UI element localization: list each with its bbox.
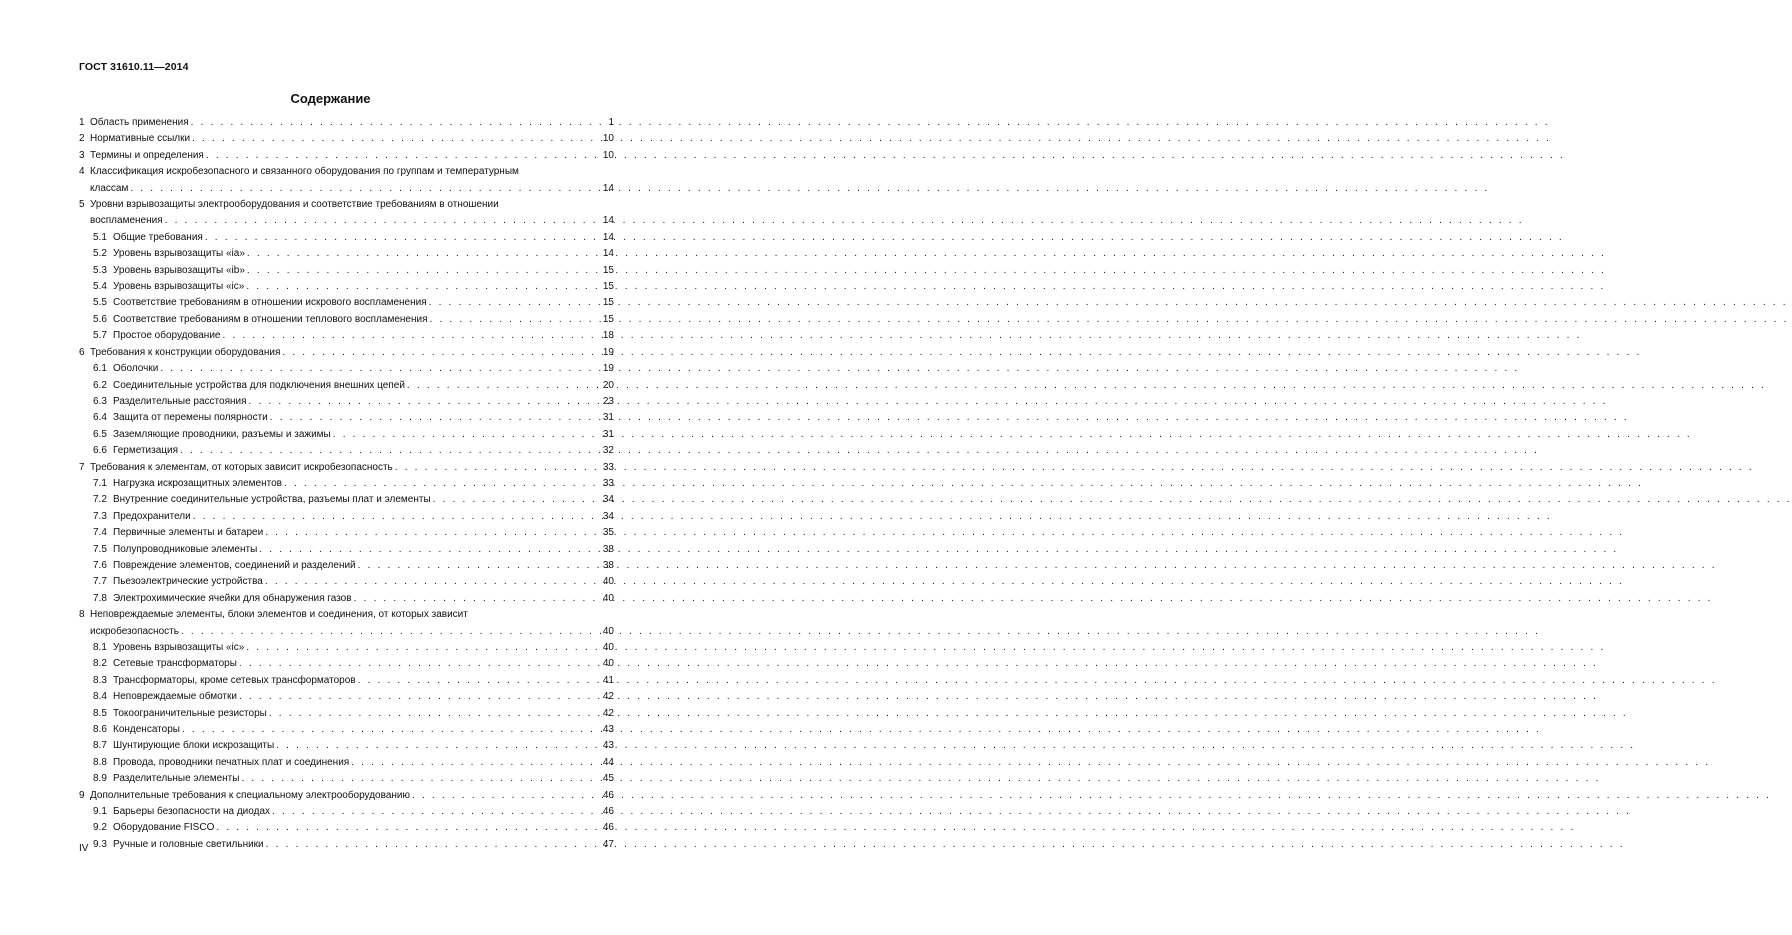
toc-entry[interactable] (79, 788, 614, 804)
toc-entry-number: 7.1 (93, 477, 107, 489)
leader-dots (247, 263, 601, 279)
table-of-contents (79, 115, 614, 853)
toc-entry-page: 35 (602, 527, 614, 539)
leader-dots (282, 345, 601, 361)
leader-dots (395, 460, 601, 476)
toc-entry-page: 40 (602, 592, 614, 604)
toc-entry[interactable] (79, 820, 614, 836)
toc-entry-title: Провода, проводники печатных плат и соединения (113, 756, 350, 768)
toc-entry-page: 15 (602, 313, 614, 325)
toc-entry-title: Оборудование FISCO (113, 822, 215, 834)
toc-entry-number: 8.6 (93, 724, 107, 736)
toc-entry[interactable] (79, 476, 614, 492)
toc-entry-number: 6.3 (93, 395, 107, 407)
toc-entry-page: 10 (602, 133, 614, 145)
toc-entry-title: Ручные и головные светильники (113, 838, 264, 850)
toc-entry-title: Барьеры безопасности на диодах (113, 806, 271, 818)
toc-entry-title: Классификация искробезопасного и связанного оборудования по группам и температурным (90, 166, 519, 178)
leader-dots (249, 394, 601, 410)
standard-code: ГОСТ 31610.11—2014 (79, 61, 189, 73)
toc-entry[interactable] (79, 656, 614, 672)
toc-entry-page: 40 (602, 642, 614, 653)
toc-entry[interactable] (79, 295, 614, 311)
toc-entry-number: 7.3 (93, 510, 107, 522)
toc-entry[interactable] (79, 345, 614, 361)
toc-entry-page: 33 (602, 477, 614, 489)
toc-entry-title: Уровень взрывозащиты «ia» (113, 248, 245, 260)
toc-entry-number: 7.2 (93, 494, 107, 506)
toc-entry-number: 6.4 (93, 412, 107, 424)
toc-entry-number: 9.3 (93, 838, 107, 850)
toc-entry-number: 8.7 (93, 740, 107, 752)
toc-entry-page: 42 (602, 691, 614, 703)
toc-entry[interactable] (79, 328, 614, 344)
toc-entry[interactable] (79, 755, 614, 771)
toc-entry-title: Токоограничительные резисторы (113, 707, 267, 719)
toc-entry-page: 32 (602, 445, 614, 457)
toc-entry[interactable] (79, 607, 614, 640)
toc-entry-title: Уровни взрывозащиты электрооборудования и соответствие требованиям в отношении (90, 199, 499, 211)
toc-entry[interactable] (79, 394, 614, 410)
toc-entry-number: 7.6 (93, 559, 107, 571)
toc-entry-title: классам (90, 182, 129, 194)
toc-entry-page: 1 (608, 117, 614, 128)
toc-entry[interactable] (79, 361, 614, 377)
leader-dots (193, 509, 601, 525)
toc-entry-number: 5.7 (93, 330, 107, 342)
toc-entry-page: 15 (602, 297, 614, 309)
toc-entry-title: Общие требования (113, 231, 203, 243)
leader-dots (239, 656, 601, 672)
toc-entry-title: Пьезоэлектрические устройства (113, 576, 263, 588)
leader-dots (358, 673, 601, 689)
leader-dots (160, 361, 601, 377)
leader-dots (246, 279, 601, 295)
toc-entry[interactable] (79, 492, 614, 508)
leader-dots (165, 213, 601, 229)
toc-entry-page: 42 (602, 707, 614, 719)
leader-dots (407, 378, 601, 394)
leader-dots (284, 476, 601, 492)
toc-entry-page: 38 (602, 559, 614, 571)
toc-entry-number: 8.3 (93, 674, 107, 686)
toc-entry-number: 5.5 (93, 297, 107, 309)
leader-dots (265, 525, 601, 541)
toc-entry-page: 43 (602, 740, 614, 752)
toc-entry-title: Шунтирующие блоки искрозащиты (113, 740, 275, 752)
toc-entry-title: Дополнительные требования к специальному электрооборудованию (90, 789, 410, 801)
toc-entry[interactable] (79, 673, 614, 689)
toc-entry-page: 40 (602, 625, 614, 637)
toc-entry-title: Неповреждаемые элементы, блоки элементов и соединения, от которых зависит (90, 609, 468, 621)
toc-title: Содержание (290, 91, 371, 106)
toc-entry-page: 14 (602, 231, 614, 243)
toc-entry-page: 33 (602, 461, 614, 473)
toc-entry-number: 7.5 (93, 543, 107, 555)
toc-entry-number: 3 (79, 149, 85, 161)
toc-entry[interactable] (79, 640, 614, 656)
toc-entry-page: 38 (602, 543, 614, 555)
leader-dots (354, 591, 601, 607)
toc-entry-number: 5.3 (93, 264, 107, 276)
toc-entry-number: 5.4 (93, 281, 107, 293)
toc-entry[interactable] (79, 738, 614, 754)
toc-entry-page: 31 (602, 428, 614, 440)
toc-entry[interactable] (79, 230, 614, 246)
toc-entry-number: 7 (79, 461, 85, 473)
toc-entry-number: 7.8 (93, 592, 107, 604)
toc-entry-number: 8.5 (93, 707, 107, 719)
toc-entry-title: Конденсаторы (113, 724, 180, 736)
toc-entry-number: 6.2 (93, 379, 107, 391)
toc-entry-page: 15 (602, 264, 614, 276)
toc-entry-page: 41 (602, 674, 614, 686)
leader-dots (272, 804, 601, 820)
toc-entry-page: 18 (602, 330, 614, 342)
toc-entry-title: Область применения (90, 117, 189, 128)
toc-entry-title: Сетевые трансформаторы (113, 658, 237, 670)
toc-entry-title: Соответствие требованиям в отношении теплового воспламенения (113, 313, 428, 325)
toc-entry-number: 8.4 (93, 691, 107, 703)
toc-entry-title: Защита от перемены полярности (113, 412, 268, 424)
toc-entry[interactable] (79, 509, 614, 525)
toc-entry[interactable] (79, 771, 614, 787)
toc-entry-title: Оболочки (113, 363, 159, 375)
toc-entry-title: Соединительные устройства для подключения внешних цепей (113, 379, 405, 391)
toc-entry-page: 19 (602, 363, 614, 375)
toc-entry[interactable] (79, 164, 614, 197)
toc-entry-title: Заземляющие проводники, разъемы и зажимы (113, 428, 331, 440)
toc-entry-title: Предохранители (113, 510, 191, 522)
toc-entry[interactable] (79, 542, 614, 558)
toc-entry-title: Соответствие требованиям в отношении искрового воспламенения (113, 297, 427, 309)
toc-entry[interactable] (79, 378, 614, 394)
toc-entry-number: 5 (79, 199, 85, 211)
leader-dots (259, 542, 601, 558)
toc-entry[interactable] (79, 706, 614, 722)
toc-entry-title: Разделительные расстояния (113, 395, 247, 407)
toc-entry[interactable] (79, 279, 614, 295)
leader-dots (270, 410, 601, 426)
toc-entry[interactable] (79, 131, 614, 147)
toc-entry-number: 8.9 (93, 773, 107, 785)
leader-dots (266, 837, 601, 853)
toc-entry-number: 9 (79, 789, 85, 801)
toc-entry[interactable] (79, 427, 614, 443)
toc-entry-page: 14 (602, 215, 614, 227)
toc-entry-number: 5.2 (93, 248, 107, 260)
leader-dots (430, 312, 601, 328)
toc-entry-title: Разделительные элементы (113, 773, 240, 785)
toc-entry-title: Трансформаторы, кроме сетевых трансформаторов (113, 674, 356, 686)
page-number: IV (79, 843, 89, 854)
leader-dots (433, 492, 601, 508)
toc-entry-page: 14 (602, 182, 614, 194)
toc-entry-title: Требования к конструкции оборудования (90, 346, 281, 358)
toc-entry[interactable] (79, 246, 614, 262)
toc-entry[interactable] (79, 197, 614, 230)
leader-dots (247, 246, 601, 262)
leader-dots (241, 771, 600, 787)
toc-entry-page: 40 (602, 658, 614, 670)
toc-entry-page: 46 (602, 822, 614, 834)
toc-entry-number: 9.1 (93, 806, 107, 818)
leader-dots (181, 624, 601, 640)
leader-dots (205, 230, 601, 246)
toc-entry[interactable] (79, 263, 614, 279)
toc-entry-page: 19 (602, 346, 614, 358)
toc-entry[interactable] (79, 443, 614, 459)
leader-dots (276, 738, 601, 754)
toc-entry-page: 31 (602, 412, 614, 424)
toc-entry-number: 1 (79, 117, 85, 128)
leader-dots (429, 295, 601, 311)
leader-dots (351, 755, 601, 771)
toc-entry-page: 43 (602, 724, 614, 736)
leader-dots (130, 181, 601, 197)
leader-dots (239, 689, 601, 705)
toc-entry-title: Термины и определения (90, 149, 204, 161)
toc-entry-number: 7.7 (93, 576, 107, 588)
toc-entry-page: 46 (602, 789, 614, 801)
leader-dots (191, 115, 607, 131)
toc-entry-number: 8.8 (93, 756, 107, 768)
toc-entry[interactable] (79, 804, 614, 820)
toc-entry-title: Нагрузка искрозащитных элементов (113, 477, 282, 489)
toc-entry-page: 23 (602, 395, 614, 407)
toc-entry-title: Уровень взрывозащиты «ib» (113, 264, 245, 276)
toc-entry[interactable] (79, 837, 614, 853)
toc-entry-number: 4 (79, 166, 85, 178)
toc-entry-title: Герметизация (113, 445, 179, 457)
leader-dots (358, 558, 601, 574)
toc-entry-page: 40 (602, 576, 614, 588)
leader-dots (246, 640, 601, 656)
toc-entry-title: Неповреждаемые обмотки (113, 691, 237, 703)
toc-entry-title: Повреждение элементов, соединений и разделений (113, 559, 356, 571)
toc-entry[interactable] (79, 574, 614, 590)
toc-entry-title: Уровень взрывозащиты «ic» (113, 642, 245, 653)
toc-entry[interactable] (79, 460, 614, 476)
toc-entry-number: 6.1 (93, 363, 107, 375)
toc-entry-title: воспламенения (90, 215, 163, 227)
leader-dots (216, 820, 601, 836)
toc-entry-number: 9.2 (93, 822, 107, 834)
toc-entry[interactable] (79, 689, 614, 705)
toc-entry-title: искробезопасность (90, 625, 179, 637)
toc-entry-title: Первичные элементы и батареи (113, 527, 264, 539)
toc-entry-page: 46 (602, 806, 614, 818)
toc-entry-page: 15 (602, 281, 614, 293)
toc-entry-title: Требования к элементам, от которых зависит искробезопасность (90, 461, 393, 473)
leader-dots (265, 574, 601, 590)
toc-entry-page: 14 (602, 248, 614, 260)
toc-entry-number: 5.1 (93, 231, 107, 243)
toc-entry-number: 5.6 (93, 313, 107, 325)
toc-entry-number: 6.6 (93, 445, 107, 457)
toc-entry-title: Внутренние соединительные устройства, разъемы плат и элементы (113, 494, 431, 506)
toc-entry-page: 20 (602, 379, 614, 391)
leader-dots (206, 148, 601, 164)
leader-dots (192, 131, 601, 147)
toc-entry-title: Полупроводниковые элементы (113, 543, 258, 555)
leader-dots (222, 328, 600, 344)
toc-entry[interactable] (79, 148, 614, 164)
toc-entry-number: 7.4 (93, 527, 107, 539)
toc-entry-title: Простое оборудование (113, 330, 221, 342)
toc-entry[interactable] (79, 410, 614, 426)
toc-entry-number: 6.5 (93, 428, 107, 440)
toc-entry[interactable] (79, 558, 614, 574)
toc-entry-title: Уровень взрывозащиты «ic» (113, 281, 245, 293)
toc-entry-title: Электрохимические ячейки для обнаружения газов (113, 592, 352, 604)
toc-entry-number: 8 (79, 609, 85, 621)
toc-entry-page: 47 (602, 838, 614, 850)
toc-entry[interactable] (79, 115, 614, 131)
toc-entry[interactable] (79, 591, 614, 607)
leader-dots (333, 427, 601, 443)
leader-dots (269, 706, 601, 722)
toc-entry-title: Нормативные ссылки (90, 133, 191, 145)
leader-dots (182, 722, 601, 738)
toc-entry-page: 10 (602, 149, 614, 161)
toc-entry-page: 34 (602, 510, 614, 522)
toc-entry[interactable] (79, 722, 614, 738)
leader-dots (412, 788, 601, 804)
toc-entry-page: 34 (602, 494, 614, 506)
toc-entry-page: 45 (602, 773, 614, 785)
toc-entry-number: 8.1 (93, 642, 107, 653)
leader-dots (180, 443, 601, 459)
toc-entry-page: 44 (602, 756, 614, 768)
toc-entry-number: 8.2 (93, 658, 107, 670)
toc-entry-number: 2 (79, 133, 85, 145)
toc-entry-number: 6 (79, 346, 85, 358)
toc-entry[interactable] (79, 525, 614, 541)
toc-entry[interactable] (79, 312, 614, 328)
